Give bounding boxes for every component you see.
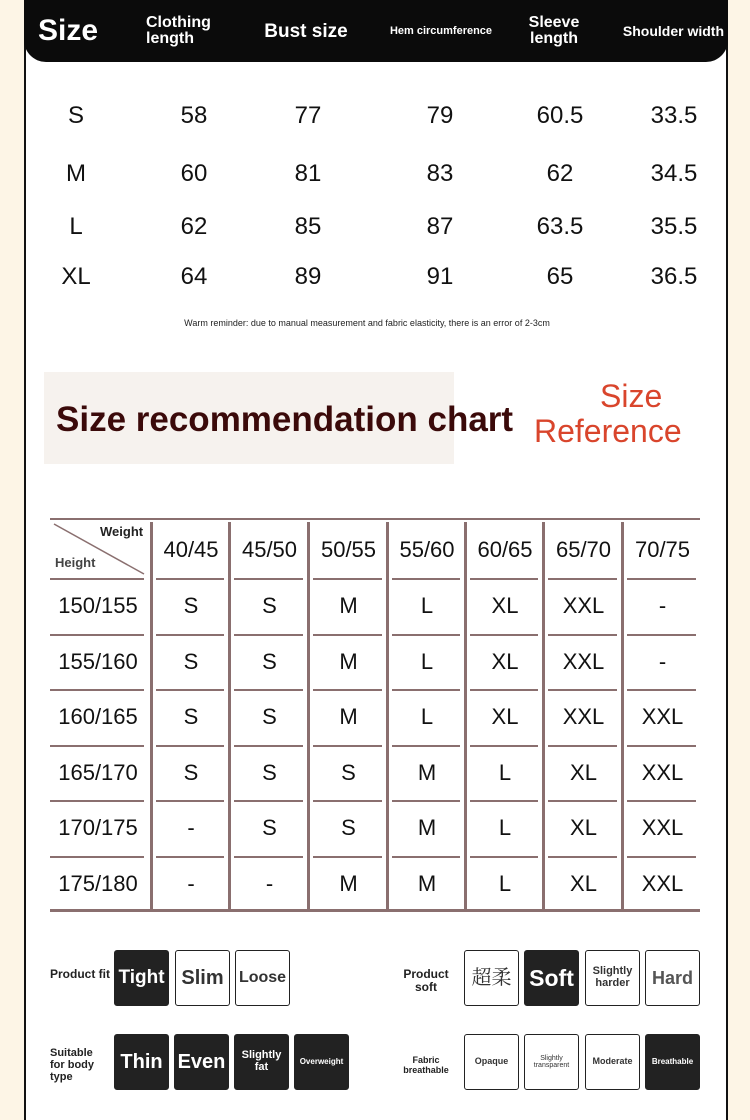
body-type-label: Suitable for body type: [50, 1047, 94, 1083]
fabric-option-opaque: Opaque: [464, 1034, 519, 1090]
size-recommendation-cell: L: [420, 648, 434, 674]
body-option-overweight: Overweight: [294, 1034, 349, 1090]
size-cell: 62: [180, 213, 208, 240]
size-recommendation-cell: XXL: [641, 759, 684, 785]
size-cell: 34.5: [650, 160, 698, 187]
size-row: [0, 207, 750, 247]
header-clothing-length: Clothing length: [146, 14, 211, 47]
size-cell: 64: [180, 263, 208, 290]
body-option-even: Even: [174, 1034, 229, 1090]
size-recommendation-cell: S: [341, 759, 356, 785]
recommendation-title: Size recommendation chart: [56, 400, 514, 439]
size-cell: L: [69, 213, 83, 240]
size-cell: 85: [294, 213, 322, 240]
fit-option-slim: Slim: [175, 950, 230, 1006]
fabric-option-moderate: Moderate: [585, 1034, 640, 1090]
size-recommendation-cell: M: [417, 870, 437, 896]
size-recommendation-cell: XL: [570, 815, 597, 840]
size-recommendation-cell: M: [339, 870, 358, 896]
size-cell: M: [66, 160, 86, 187]
size-recommendation-cell: L: [420, 704, 434, 729]
header-sleeve-length: Sleeve length: [528, 14, 580, 47]
height-header: 155/160: [58, 648, 138, 674]
size-recommendation-cell: XL: [491, 648, 519, 674]
size-cell: 83: [426, 160, 454, 187]
size-cell: 35.5: [650, 213, 698, 240]
size-recommendation-cell: S: [341, 815, 356, 840]
size-cell: 33.5: [650, 102, 698, 129]
size-recommendation-cell: XXL: [562, 648, 605, 674]
size-recommendation-cell: L: [498, 759, 512, 785]
size-row: [0, 154, 750, 194]
size-recommendation-cell: XL: [491, 704, 519, 729]
height-header: 165/170: [58, 759, 138, 785]
weight-header: 70/75: [634, 537, 691, 562]
size-cell: 58: [180, 102, 208, 129]
soft-option-hard: Hard: [645, 950, 700, 1006]
size-cell: 87: [426, 213, 454, 240]
corner-height-label: Height: [55, 555, 96, 570]
measurement-note: Warm reminder: due to manual measurement and fabric elasticity, there is an error of 2-3cm: [184, 318, 550, 328]
size-recommendation-cell: XXL: [562, 704, 605, 729]
header-bust-size: Bust size: [264, 20, 348, 42]
fabric-option-slightly-transparent: Slightly transparent: [524, 1034, 579, 1090]
size-recommendation-cell: XXL: [641, 870, 684, 896]
size-recommendation-cell: S: [262, 704, 277, 729]
size-recommendation-cell: S: [262, 815, 277, 840]
recommendation-grid: [50, 514, 700, 914]
soft-option-super-soft: 超柔: [464, 950, 519, 1006]
size-cell: 60: [180, 160, 208, 187]
size-row: [0, 96, 750, 136]
size-recommendation-cell: M: [417, 815, 437, 840]
header-shoulder-width: Shoulder width: [622, 23, 724, 39]
size-recommendation-cell: S: [262, 593, 277, 618]
height-header: 160/165: [58, 704, 138, 729]
size-recommendation-cell: -: [187, 870, 195, 896]
body-option-thin: Thin: [114, 1034, 169, 1090]
weight-header: 55/60: [399, 537, 455, 562]
fit-label: Product fit: [50, 967, 110, 981]
size-recommendation-cell: -: [658, 648, 667, 674]
fit-option-tight: Tight: [114, 950, 169, 1006]
height-header: 175/180: [58, 870, 138, 896]
size-table-header: [24, 0, 728, 62]
size-recommendation-cell: XL: [570, 759, 597, 785]
size-recommendation-cell: M: [339, 704, 358, 729]
grid-top-line: [50, 518, 700, 520]
size-recommendation-cell: XL: [570, 870, 597, 896]
size-recommendation-cell: L: [420, 593, 434, 618]
body-option-slightly-fat: Slightly fat: [234, 1034, 289, 1090]
size-reference-badge-line1: Size: [600, 378, 663, 414]
size-cell: 79: [426, 102, 454, 129]
size-recommendation-cell: M: [339, 593, 358, 618]
header-size: Size: [38, 14, 99, 47]
size-cell: S: [67, 102, 84, 129]
weight-header: 45/50: [241, 537, 298, 562]
height-header: 170/175: [58, 815, 138, 840]
fit-option-loose: Loose: [235, 950, 290, 1006]
size-recommendation-cell: L: [498, 870, 512, 896]
soft-label: Product soft: [403, 967, 449, 994]
size-cell: 77: [294, 102, 322, 129]
size-recommendation-cell: M: [417, 759, 437, 785]
soft-option-slightly-harder: Slightly harder: [585, 950, 640, 1006]
size-cell: 63.5: [536, 213, 584, 240]
size-recommendation-cell: -: [187, 815, 195, 840]
fabric-label: Fabric breathable: [403, 1055, 449, 1075]
size-recommendation-cell: L: [498, 815, 512, 840]
size-recommendation-cell: S: [262, 648, 277, 674]
size-cell: XL: [61, 263, 91, 290]
size-recommendation-cell: XXL: [562, 593, 605, 618]
size-recommendation-cell: S: [183, 648, 199, 674]
size-recommendation-cell: S: [183, 593, 199, 618]
height-header: 150/155: [58, 593, 138, 618]
size-recommendation-cell: M: [339, 648, 358, 674]
weight-header: 40/45: [163, 537, 219, 562]
size-recommendation-cell: XXL: [641, 704, 684, 729]
corner-weight-label: Weight: [100, 524, 144, 539]
size-cell: 36.5: [650, 263, 698, 290]
header-hem-circumference: Hem circumference: [389, 24, 493, 37]
size-row: [0, 257, 750, 297]
size-recommendation-cell: -: [658, 593, 667, 618]
size-recommendation-cell: S: [183, 759, 199, 785]
size-reference-badge-line2: Reference: [534, 413, 682, 449]
weight-header: 50/55: [320, 537, 377, 562]
size-recommendation-cell: -: [265, 870, 274, 896]
size-cell: 91: [426, 263, 454, 290]
size-recommendation-cell: S: [183, 704, 199, 729]
size-recommendation-cell: XXL: [641, 815, 684, 840]
size-cell: 62: [546, 160, 574, 187]
weight-header: 65/70: [555, 537, 612, 562]
size-cell: 65: [546, 263, 574, 290]
fabric-option-breathable: Breathable: [645, 1034, 700, 1090]
soft-option-soft: Soft: [524, 950, 579, 1006]
weight-header: 60/65: [477, 537, 533, 562]
size-cell: 89: [294, 263, 322, 290]
size-cell: 81: [294, 160, 322, 187]
size-recommendation-cell: S: [262, 759, 277, 785]
grid-bottom-line: [50, 909, 700, 912]
size-recommendation-cell: XL: [491, 593, 519, 618]
size-cell: 60.5: [536, 102, 584, 129]
